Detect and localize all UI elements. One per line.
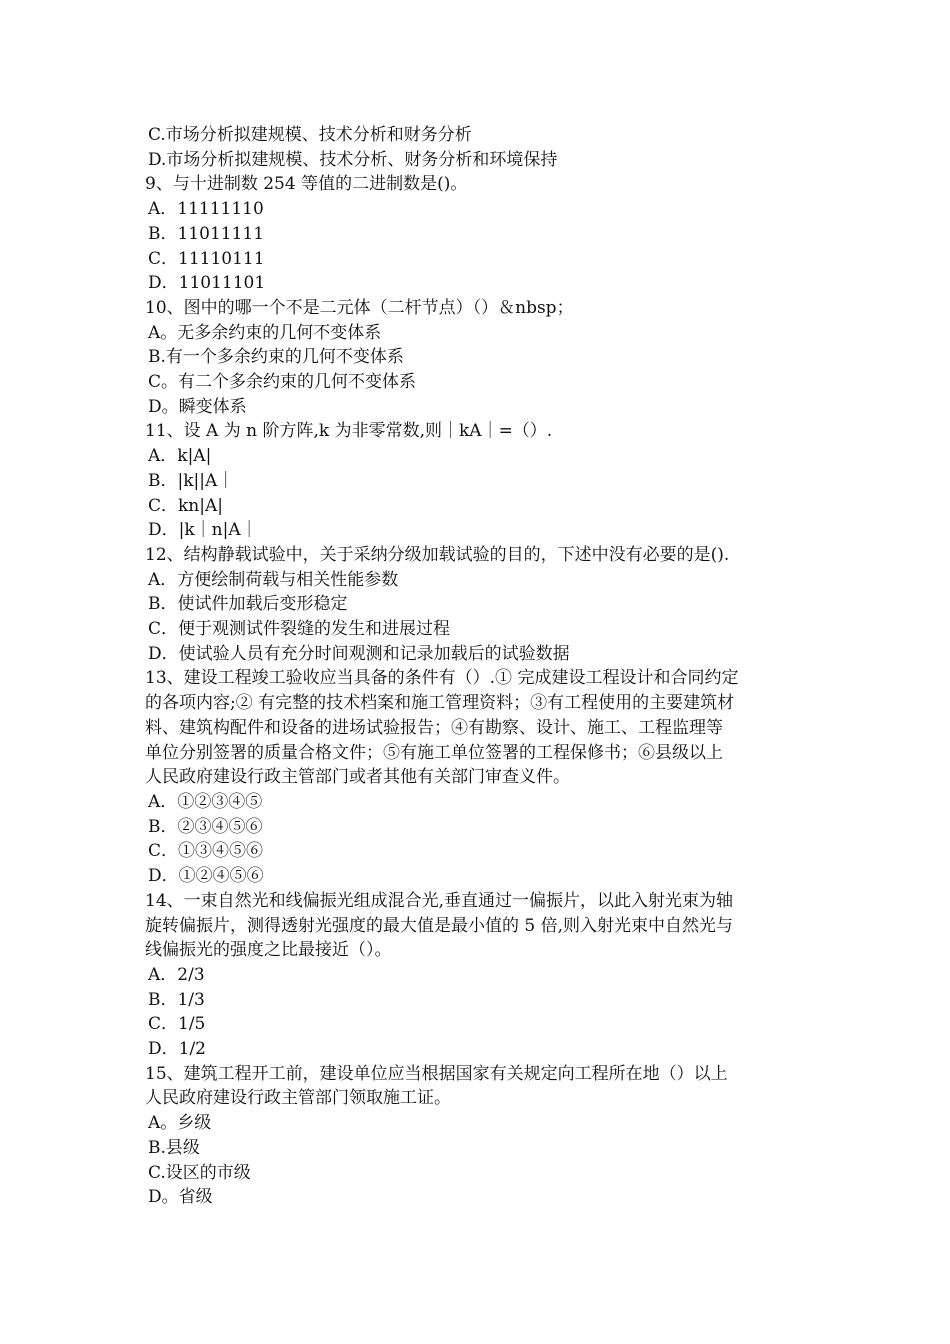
question-14-stem-line: 14、一束自然光和线偏振光组成混合光,垂直通过一偏振片，以此入射光束为轴 (145, 890, 734, 911)
question-15-stem-line: 人民政府建设行政主管部门领取施工证。 (145, 1088, 451, 1109)
question-13-stem-line: 的各项内容;② 有完整的技术档案和施工管理资料；③有工程使用的主要建筑材 (145, 693, 735, 714)
question-13-stem-line: 单位分别签署的质量合格文件；⑤有施工单位签署的工程保修书；⑥县级以上 (145, 742, 723, 763)
question-11-option-d: D．|k｜n|A｜ (148, 520, 258, 541)
question-14-option-c: C．1/5 (148, 1014, 206, 1035)
question-13-stem-line: 料、建筑构配件和设备的进场试验报告；④有勘察、设计、施工、工程监理等 (145, 717, 723, 738)
question-13-option-c: C．①③④⑤⑥ (148, 841, 264, 862)
document-body (145, 123, 810, 1210)
question-10-option-d: D。瞬变体系 (148, 396, 247, 417)
question-12-option-a: A．方便绘制荷载与相关性能参数 (148, 569, 399, 590)
question-11-option-a: A．k|A| (148, 446, 212, 467)
question-12-option-b: B．使试件加载后变形稳定 (148, 594, 348, 615)
question-9-option-d: D．11011101 (148, 273, 266, 294)
question-13-stem-line: 人民政府建设行政主管部门或者其他有关部门审查义件。 (145, 767, 570, 788)
question-9-option-c: C．11110111 (148, 248, 265, 269)
question-12: 12、结构静载试验中，关于采纳分级加载试验的目的，下述中没有必要的是(). (145, 544, 730, 565)
question-12-option-d: D．使试验人员有充分时间观测和记录加载后的试验数据 (148, 643, 570, 664)
question-11-option-b: B．|k||A｜ (148, 470, 235, 491)
option-c-prev: C.市场分析拟建规模、技术分析和财务分析 (148, 125, 472, 145)
question-13 (145, 666, 810, 888)
question-10: 10、图中的哪一个不是二元体（二杆节点）（）＆nbsp； (145, 297, 574, 318)
question-14-option-b: B．1/3 (148, 989, 205, 1010)
question-13-stem-line: 13、建设工程竣工验收应当具备的条件有（）.① 完成建设工程设计和合同约定 (145, 668, 739, 689)
question-11-option-c: C．kn|A| (148, 495, 223, 516)
question-14-stem-line: 旋转偏振片，测得透射光强度的最大值是最小值的 5 倍,则入射光束中自然光与 (145, 915, 734, 936)
question-15-option-d: D。省级 (148, 1187, 213, 1208)
question-9-option-a: A．11111110 (148, 199, 264, 220)
question-10-option-b: B.有一个多余约束的几何不变体系 (148, 347, 404, 368)
question-11: 11、设 A 为 n 阶方阵,k 为非零常数,则｜kA｜=（）. (145, 421, 553, 442)
question-10-option-a: A。无多余约束的几何不变体系 (148, 322, 382, 343)
question-9-option-b: B．11011111 (148, 223, 265, 244)
question-12-option-c: C．便于观测试件裂缝的发生和进展过程 (148, 619, 451, 640)
question-15-option-c: C.设区的市级 (148, 1162, 251, 1183)
question-13-option-b: B．②③④⑤⑥ (148, 816, 263, 837)
question-14 (145, 889, 810, 1062)
question-15-stem-line: 15、建筑工程开工前，建设单位应当根据国家有关规定向工程所在地（）以上 (145, 1063, 728, 1084)
question-10-option-c: C。有二个多余约束的几何不变体系 (148, 372, 417, 393)
question-9: 9、与十进制数 254 等值的二进制数是()。 (145, 174, 468, 195)
question-13-option-d: D．①②④⑤⑥ (148, 866, 264, 887)
question-15-option-a: A。乡级 (148, 1113, 212, 1134)
option-d-prev: D.市场分析拟建规模、技术分析、财务分析和环境保持 (148, 149, 558, 170)
question-14-stem-line: 线偏振光的强度之比最接近（）。 (145, 940, 392, 961)
question-15-option-b: B.县级 (148, 1137, 200, 1158)
question-14-option-d: D．1/2 (148, 1039, 206, 1060)
question-14-option-a: A．2/3 (148, 964, 205, 985)
question-13-option-a: A．①②③④⑤ (148, 791, 263, 812)
question-15 (145, 1062, 810, 1210)
